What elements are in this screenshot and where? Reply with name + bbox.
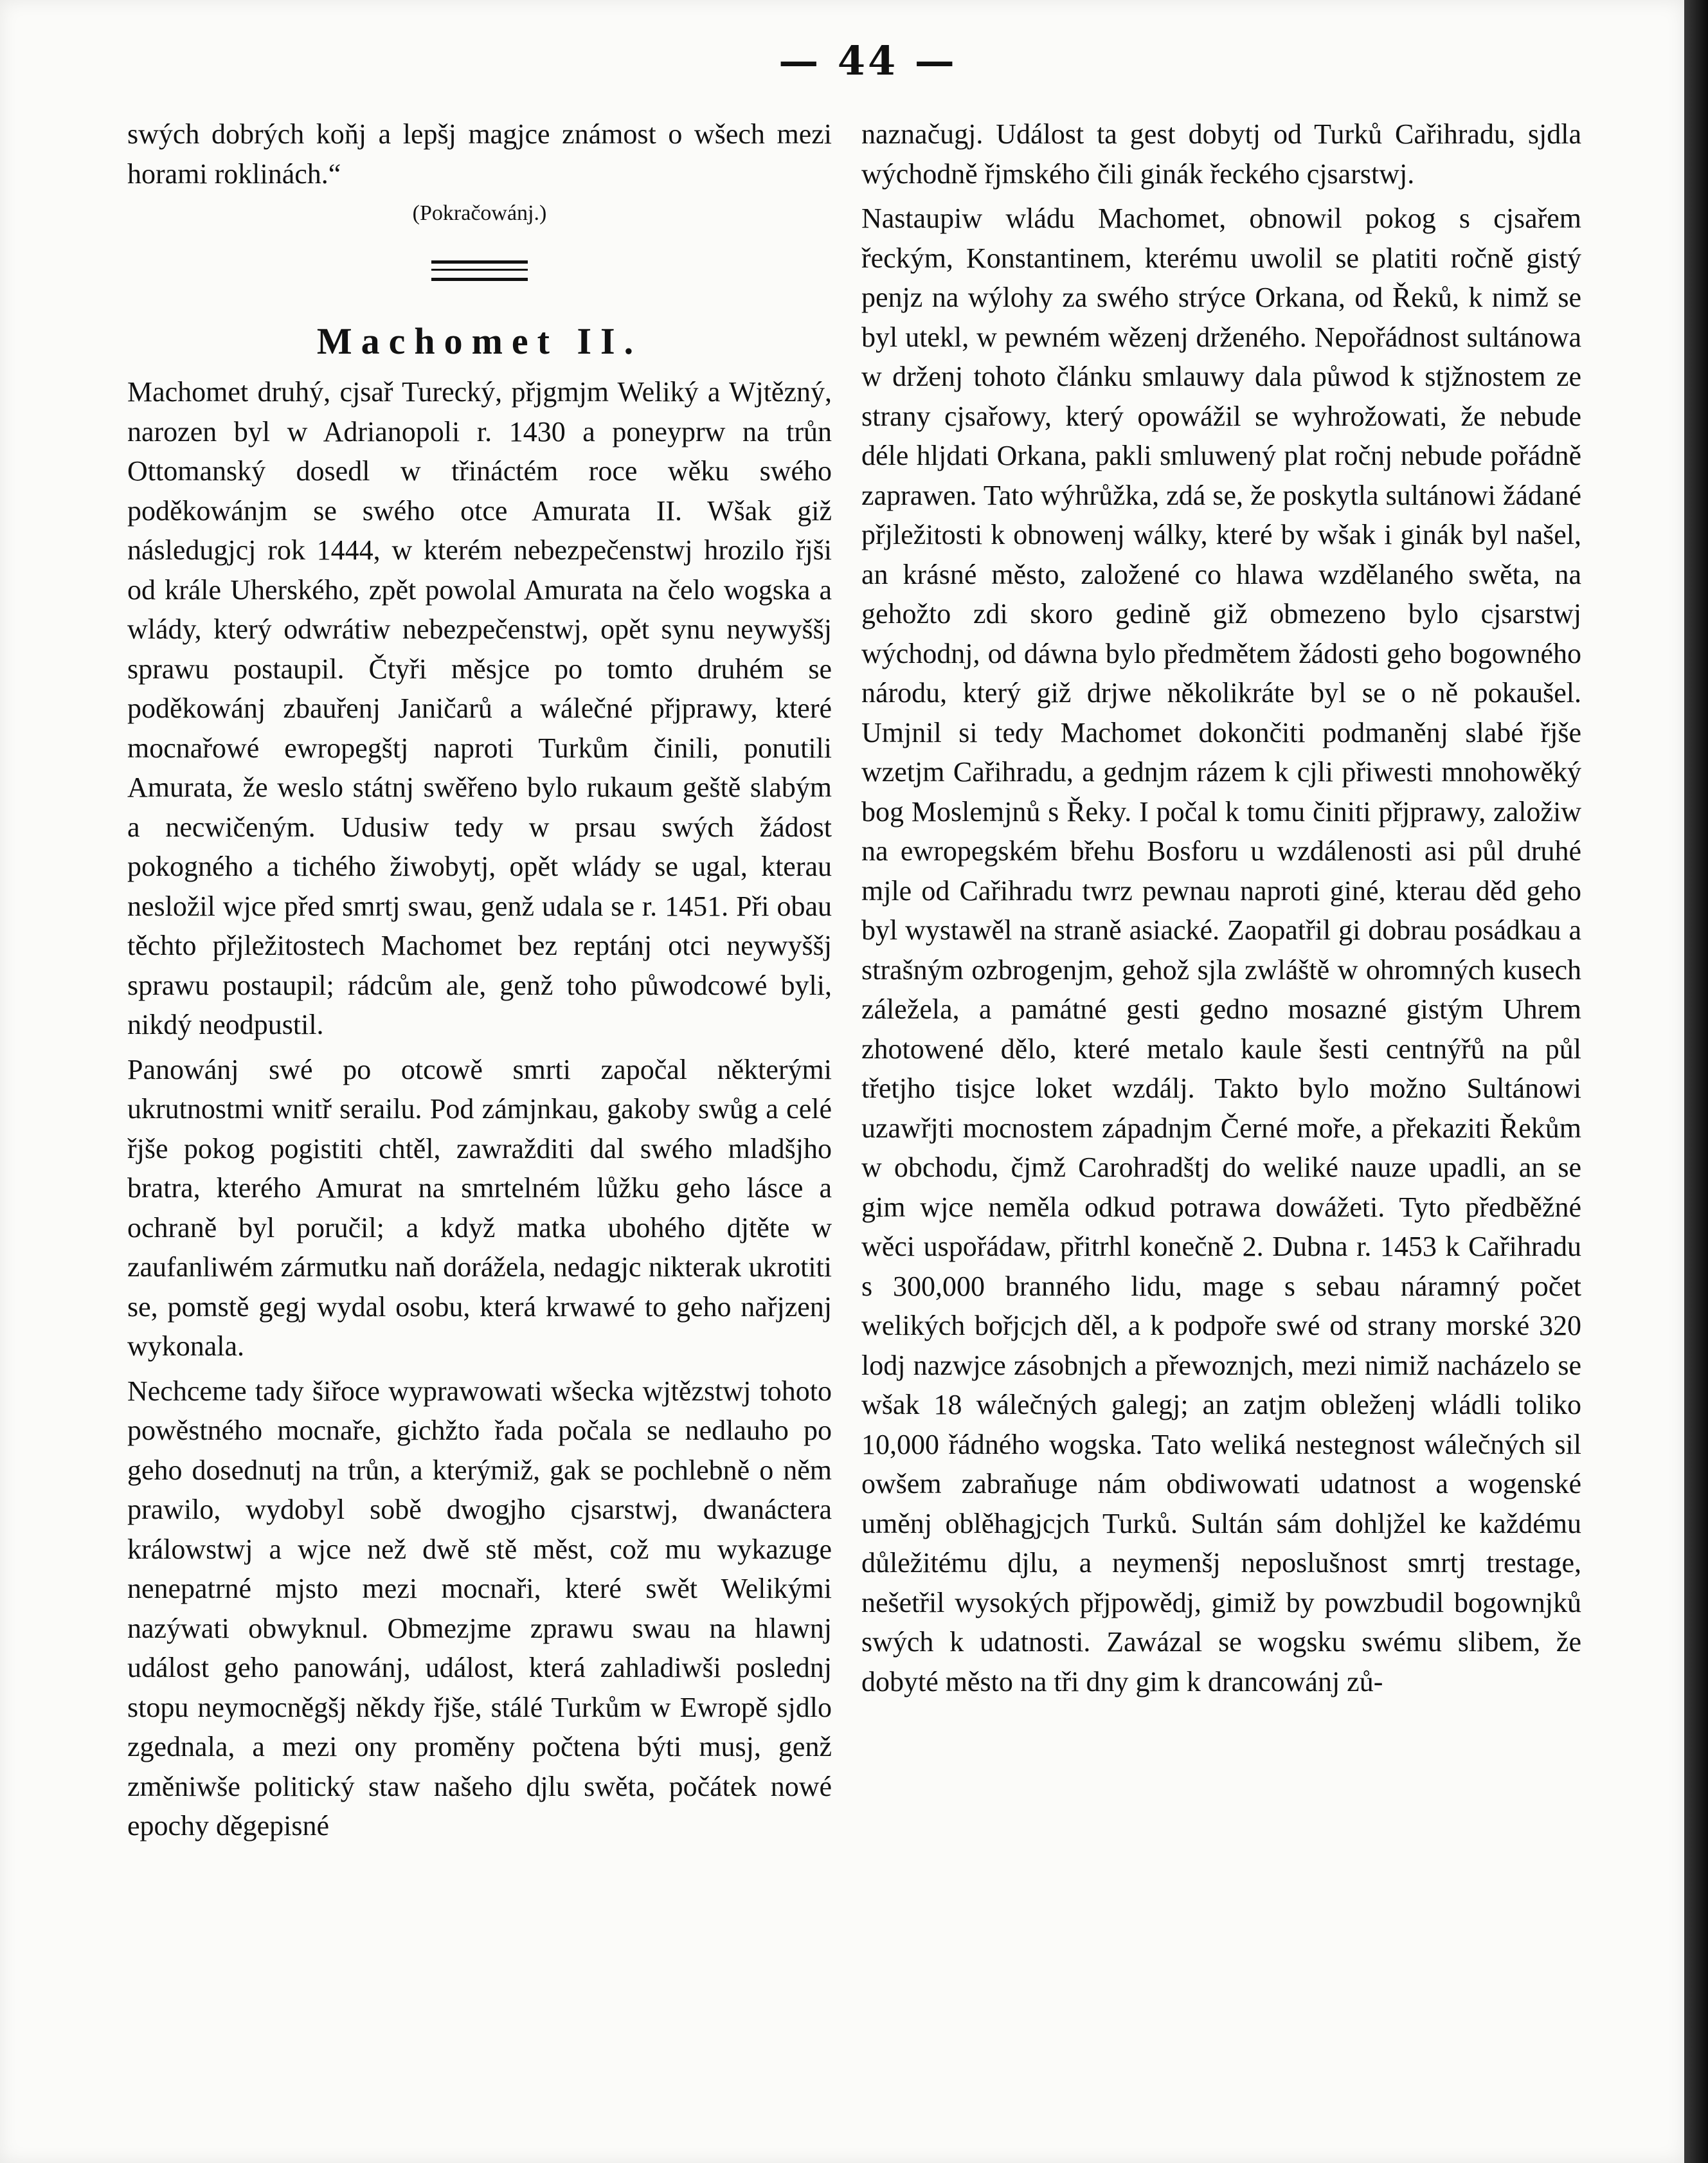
continuation-note: (Pokračowánj.) xyxy=(412,201,547,225)
previous-article-continuation: swých dobrých koňj a lepšj magjce známost o wšech mezi horami roklinách.“ xyxy=(127,118,832,190)
article-heading: Machomet II. xyxy=(316,320,643,362)
left-column xyxy=(127,114,832,1851)
section-divider xyxy=(431,260,528,281)
paragraph-continuation: naznačugj. Událost ta gest dobytj od Turků Cařihradu, sjdla wýchodně řjmského čili ginák řeckého cjsarstwj. xyxy=(861,118,1581,190)
paragraph: Nechceme tady šiřoce wyprawowati wšecka wjtězstwj tohoto powěstného mocnaře, gichžto řada počala se nedlauho po geho dosednutj na trůn, a kterýmiž, gak se pochlebně o něm prawilo, wydobyl sobě dwogjho cjsarstwj, dwanáctera králowstwj a wjce než dwě stě měst, což mu wykazuge nenepatrné mjsto mezi mocnaři, které swět Welikými nazýwati obwyknul. Obmezjme zprawu swau na hlawnj událost geho panowánj, událost, která zahladiwši poslednj stopu neymocněgšj někdy řjše, stálé Turkům w Ewropě sjdlo zgednala, a mezi ony proměny počtena býti musj, genž změniwše politický staw našeho djlu swěta, počátek nowé epochy děgepisné xyxy=(127,1375,832,1842)
paragraph: Panowánj swé po otcowě smrti započal některými ukrutnostmi wnitř serailu. Pod zámjnkau, gakoby swůg a celé řjše pokog pogistiti chtěl, zawražditi dal swého mladšjho bratra, kterého Amurat na smrtelném lůžku geho lásce a ochraně byl poručil; a když matka ubohého djtěte w zaufanliwém zármutku naň dorážela, nedagjc nikterak ukrotiti se, pomstě gegj wydal osobu, která krwawé to geho nařjzenj wykonala. xyxy=(127,1053,832,1362)
page-edge-shadow xyxy=(1684,0,1708,2163)
paragraph: Nastaupiw wládu Machomet, obnowil pokog s cjsařem řeckým, Konstantinem, kterému uwolil se platiti ročně gistý penjz na wýlohy za swého strýce Orkana, od Řeků, k nimž se byl utekl, w pewném wězenj drženého. Nepořádnost sultánowa w drženj tohoto článku smlauwy dala půwod k stjžnostem ze strany cjsařowy, který opowážil se wyhrožowati, že nebude déle hljdati Orkana, pakli smluwený plat ročnj nebude pořádně zaprawen. Tato wýhrůžka, zdá se, že poskytla sultánowi žádané přjležitosti k obnowenj wálky, které by wšak i ginák byl našel, an krásné město, založené co hlawa wzdělaného swěta, na gehožto zdi skoro gedině giž obmezeno bylo cjsarstwj wýchodnj, od dáwna bylo předmětem žádosti geho bogowného národu, který giž drjwe několikráte byl se o ně pokaušel. Umjnil si tedy Machomet dokončiti podmaněnj slabé řjše wzetjm Cařihradu, a gednjm rázem k cjli přiwesti mnohowěký bog Moslemjnů s Řeky. I počal k tomu činiti přjprawy, založiw na ewropegském břehu Bosforu u wzdálenosti asi půl druhé mjle od Cařihradu twrz pewnau naproti giné, kterau děd geho byl wystawěl na straně asiacké. Zaopatřil gi dobrau posádkau a strašným ozbrogenjm, gehož sjla zwláště w ohromných kusech záležela, a památné gesti gedno mosazné gistým Uhrem zhotowené dělo, které metalo kaule šesti centnýřů na půl třetjho tisjce loket wzdálj. Takto bylo možno Sultánowi uzawřjti mocnostem západnjm Černé moře, a překaziti Řekům w obchodu, čjmž Carohradštj do weliké nauze upadli, an se gim wjce neměla odkud potrawa dowážeti. Tyto předběžné wěci uspořádaw, přitrhl konečně 2. Dubna r. 1453 k Cařihradu s 300,000 branného lidu, mage s sebau náramný počet welikých bořjcjch děl, a k podpoře swé od strany morské 320 lodj nazwjce zásobnjch a přewoznjch, mezi nimiž nacházelo se wšak 18 wálečných galegj; an zatjm obleženj wládli toliko 10,000 řádného wogska. Tato weliká nestegnost wálečných sil owšem zabraňuge nám obdiwowati udatnost a wogenské uměnj oblěhagjcjch Turků. Sultán sám dohljžel ke každému důležitému djlu, a neymenšj neposlušnost smrtj trestage, nešetřil wysokých přjpowědj, gimiž by powzbudil bogownjků swých k udatnosti. Zawázal se wogsku swému slibem, že dobyté město na tři dny gim k drancowánj zů- xyxy=(861,203,1581,1697)
page-number: — 44 — xyxy=(778,37,957,84)
paragraph: Machomet druhý, cjsař Turecký, přjgmjm Weliký a Wjtězný, narozen byl w Adrianopoli r. 1430 a poneyprw na trůn Ottomanský dosedl w třináctém roce wěku swého poděkowánjm se swého otce Amurata II. Wšak giž následugjcj rok 1444, w kterém nebezpečenstwj hrozilo řjši od krále Uherského, zpět powolal Amurata na čelo wogska a wlády, který odwrátiw nebezpečenstwj, opět synu neywyššj sprawu postaupil. Čtyři měsjce po tomto druhém se poděkowánj zbauřenj Janičarů a wálečné přjprawy, které mocnařowé ewropegštj naproti Turkům činili, ponutili Amurata, že weslo státnj swěřeno bylo rukaum geště slabým a necwičeným. Udusiw tedy w prsau swých žádost pokogného a tichého žiwobytj, opět wlády se ugal, kterau nesložil wjce před smrtj swau, genž udala se r. 1451. Při obau těchto přjležitostech Machomet bez reptánj otci neywyššj sprawu postaupil; rádcům ale, genž toho půwodcowé byli, nikdý neodpustil. xyxy=(127,376,832,1040)
right-column xyxy=(861,114,1581,1706)
